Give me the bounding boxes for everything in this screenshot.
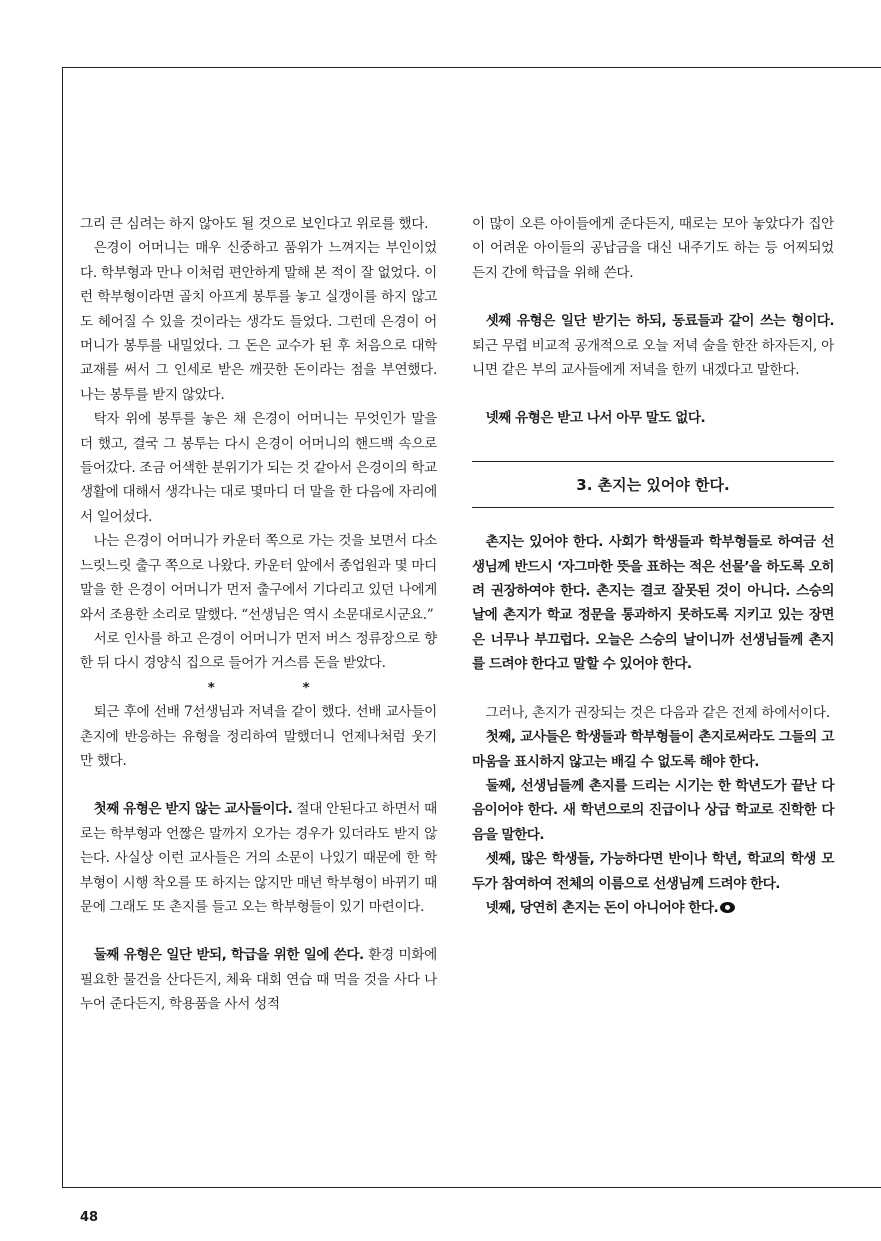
paragraph xyxy=(80,943,437,1016)
paragraph xyxy=(80,797,437,919)
type-heading: 첫째 유형은 받지 않는 교사들이다. xyxy=(93,801,293,818)
paragraph: 탁자 위에 봉투를 놓은 채 은경이 어머니는 무엇인가 말을 더 했고, 결국 그 봉투는 다시 은경이 어머니의 핸드백 속으로 들어갔다. 조금 어색한 분위기가 되는 것 같아서 은경이의 학교 생활에 대해서 생각나는 대로 몇마디 더 말을 한 다음에 자리에서 일어섰다. xyxy=(80,411,437,525)
paragraph: 첫째, 교사들은 학생들과 학부형들이 촌지로써라도 그들의 고마움을 표시하지 않고는 배길 수 없도록 해야 한다. xyxy=(472,729,834,770)
type-heading: 둘째 유형은 일단 받되, 학급을 위한 일에 쓴다. xyxy=(93,947,364,964)
paragraph xyxy=(472,309,834,382)
paragraph xyxy=(472,896,834,920)
type-heading: 넷째 유형은 받고 나서 아무 말도 없다. xyxy=(485,410,706,427)
bottom-rule xyxy=(62,1187,881,1188)
paragraph-text: 넷째, 당연히 촌지는 돈이 아니어야 한다. xyxy=(485,899,719,916)
paragraph-text: 퇴근 무렵 비교적 공개적으로 오늘 저녁 술을 한잔 하자든지, 아니면 같은 부의 교사들에게 저녁을 한끼 내겠다고 말한다. xyxy=(472,337,834,379)
paragraph: 나는 은경이 어머니가 카운터 쪽으로 가는 것을 보면서 다소 느릿느릿 출구 쪽으로 나왔다. 카운터 앞에서 종업원과 몇 마디 말을 한 은경이 어머니가 먼저 출구에서 기다리고 있던 나에게 와서 조용한 소리로 말했다. “선생님은 역시 소문대로시군요.” xyxy=(80,533,437,623)
paragraph-text: 절대 안된다고 하면서 때로는 학부형과 언짢은 말까지 오가는 경우가 있더라도 받지 않는다. 사실상 이런 교사들은 거의 소문이 나있기 때문에 한 학부형이 시행 착오를 또 하지는 않지만 매년 학부형이 바뀌기 때문에 그래도 또 촌지를 들고 오는 학부형들이 있기 마련이다. xyxy=(80,801,437,915)
star-mark: * xyxy=(302,679,310,696)
top-rule xyxy=(62,67,881,68)
left-rule xyxy=(62,67,63,1188)
section-heading: 3. 촌지는 있어야 한다. xyxy=(472,461,834,508)
right-column xyxy=(472,212,834,920)
paragraph-text: 환경 미화에 필요한 물건을 산다든지, 체육 대회 연습 때 먹을 것을 사다 나누어 준다든지, 학용품을 사서 성적 xyxy=(80,947,438,1013)
paragraph: 그러나, 촌지가 권장되는 것은 다음과 같은 전제 하에서이다. xyxy=(485,704,830,721)
left-column xyxy=(80,212,437,1017)
end-mark-icon xyxy=(720,902,735,913)
star-mark: * xyxy=(207,679,215,696)
paragraph: 촌지는 있어야 한다. 사회가 학생들과 학부형들로 하여금 선생님께 반드시 ‘자그마한 뜻을 표하는 적은 선물’을 하도록 오히려 권장하여야 한다. 촌지는 결코 잘못된 것이 아니다. 스승의 날에 촌지가 학교 정문을 통과하지 못하도록 지키고 있는 장면은 너무나 부끄럽다. 오늘은 스승의 날이니까 선생님들께 촌지를 드려야 한다고 말할 수 있어야 한다. xyxy=(472,534,834,673)
paragraph: 셋째, 많은 학생들, 가능하다면 반이나 학년, 학교의 학생 모두가 참여하여 전체의 이름으로 선생님께 드려야 한다. xyxy=(472,851,834,892)
paragraph: 은경이 어머니는 매우 신중하고 품위가 느껴지는 부인이었다. 학부형과 만나 이처럼 편안하게 말해 본 적이 잘 없었다. 이런 학부형이라면 골치 아프게 봉투를 놓고 실갱이를 하지 않고도 헤어질 수 있을 것이라는 생각도 들었다. 그런데 은경이 어머니가 봉투를 내밀었다. 그 돈은 교수가 된 후 처음으로 대학교재를 써서 그 인세로 받은 깨끗한 돈이라는 점을 부연했다. 나는 봉투를 받지 않았다. xyxy=(80,240,437,403)
section-break-stars xyxy=(80,676,437,700)
paragraph: 서로 인사를 하고 은경이 어머니가 먼저 버스 정류장으로 향한 뒤 다시 경양식 집으로 들어가 거스름 돈을 받았다. xyxy=(80,630,437,672)
paragraph: 둘째, 선생님들께 촌지를 드리는 시기는 한 학년도가 끝난 다음이어야 한다. 새 학년으로의 진급이나 상급 학교로 진학한 다음을 말한다. xyxy=(472,777,834,843)
paragraph: 그리 큰 심려는 하지 않아도 될 것으로 보인다고 위로를 했다. xyxy=(80,216,429,232)
page-number: 48 xyxy=(80,1210,99,1225)
paragraph: 퇴근 후에 선배 7선생님과 저녁을 같이 했다. 선배 교사들이 촌지에 반응하는 유형을 정리하여 말했더니 언제나처럼 웃기만 했다. xyxy=(80,704,437,769)
type-heading: 셋째 유형은 일단 받기는 하되, 동료들과 같이 쓰는 형이다. xyxy=(485,313,834,330)
paragraph: 이 많이 오른 아이들에게 준다든지, 때로는 모아 놓았다가 집안이 어려운 아이들의 공납금을 대신 내주기도 하는 등 어찌되었든지 간에 학급을 위해 쓴다. xyxy=(472,216,834,281)
paragraph xyxy=(472,406,834,430)
